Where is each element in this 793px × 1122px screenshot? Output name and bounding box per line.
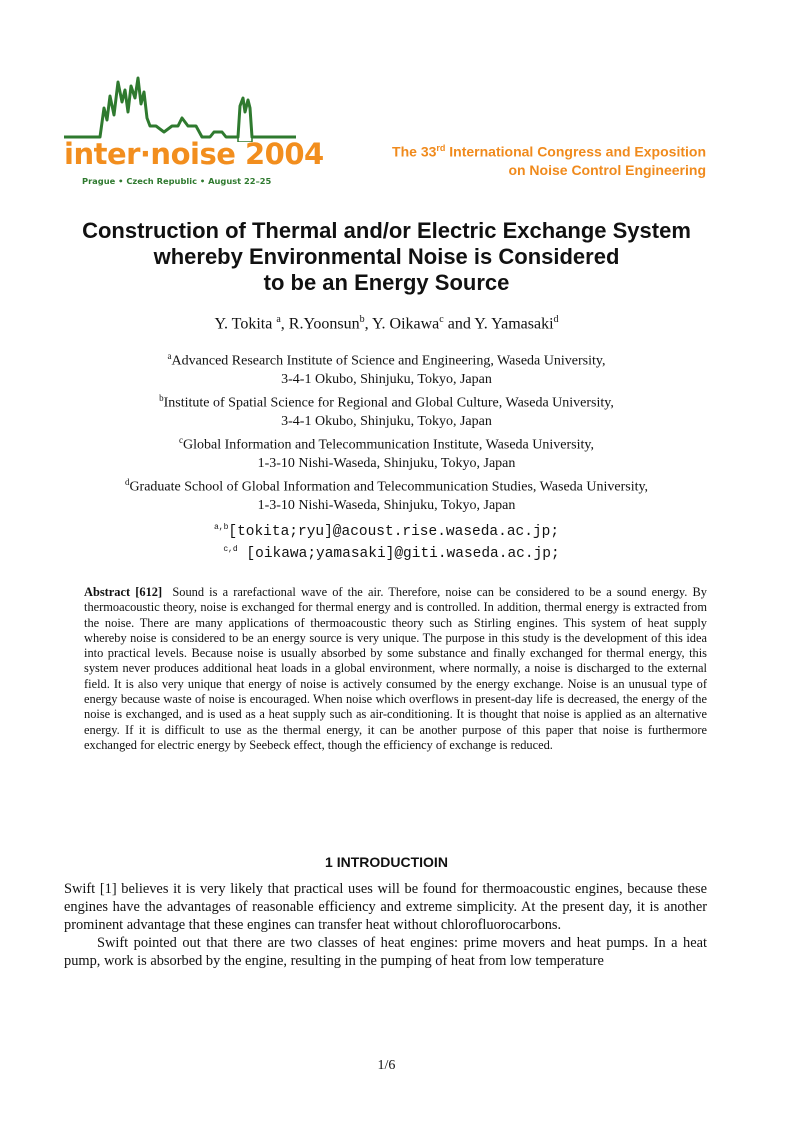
affiliation-name: $^d$Graduate School of Global Information and Telecommunication Studies, Waseda University, [124, 477, 649, 495]
email-link[interactable]: [tokita;ryu]@acoust.rise.waseda.ac.jp; [228, 523, 560, 540]
author-list: Y. Tokita $^a$, R.Yoonsun$^b$, Y. Oikawa$^c$ and Y. Yamasaki$^d$ [214, 314, 559, 333]
congress-header [392, 139, 706, 179]
affiliation-address: 1-3-10 Nishi-Waseda, Shinjuku, Tokyo, Japan [257, 498, 516, 514]
author: Y. Oikawa [372, 315, 440, 333]
congress-line-1: The 33rd International Congress and Exposition [392, 143, 706, 160]
congress-line-2: on Noise Control Engineering [508, 161, 706, 178]
section-heading: 1 INTRODUCTIOIN [325, 854, 448, 870]
author: Y. Yamasaki [474, 315, 554, 333]
affiliation-name: $^a$Advanced Research Institute of Science and Engineering, Waseda University, [167, 351, 606, 369]
email-link[interactable]: [oikawa;yamasaki]@giti.waseda.ac.jp; [246, 545, 560, 562]
affiliation-name: $^b$Institute of Spatial Science for Regional and Global Culture, Waseda University, [159, 393, 614, 411]
page-number: 1/6 [377, 1058, 396, 1073]
abstract [84, 585, 707, 753]
affiliation-address: 1-3-10 Nishi-Waseda, Shinjuku, Tokyo, Japan [257, 455, 516, 471]
conference-logo [64, 68, 324, 192]
section-body [64, 880, 707, 970]
paragraph: Swift [1] believes it is very likely that practical uses will be found for thermoacoustic engines, because these engines have the advantages of reasonable efficiency and extreme simplicity. At the present day, it is another prominent advantage that these engines can transfer heat without chlorofluorocarbons. [64, 881, 707, 933]
contact-emails [40, 519, 733, 563]
paper-title: Construction of Thermal and/or Electric Exchange System whereby Environmental Noise is Considered to be an Energy Source [82, 218, 691, 295]
affiliation-address: 3-4-1 Okubo, Shinjuku, Tokyo, Japan [281, 413, 492, 429]
prague-skyline-icon [64, 68, 296, 142]
affiliations [40, 347, 733, 515]
conference-wordmark: inter·noise 2004 [64, 137, 324, 171]
conference-tagline: Prague • Czech Republic • August 22–25 [82, 176, 272, 186]
author: R.Yoonsun [288, 315, 360, 333]
abstract-text: Sound is a rarefactional wave of the air. Therefore, noise can be considered to be a sound energy. By thermoacoustic theory, noise is exchanged for thermal energy and is controlled. In addition, thermal energy is extracted from the noise. There are many applications of thermoacoustic theory such as Stirling engines. This system of heat supply whereby noise is considered to be an energy source is very unique. The purpose in this study is the development of this idea into practical levels. Because noise is usually absorbed by some substance and finally exchanged for thermal energy, this system never produces additional heat loads in a global environment, where normally, a noise is discharged to the external field. It is also very unique that energy of noise is actively consumed by the energy exchange. Noise is an unusual type of energy because waste of noise is encouraged. When noise which overflows in present-day life is decreased, the energy of the noise is exchanged, and is used as a heat supply such as air-conditioning. It is thought that noise is applied as an alternative energy. If it is difficult to use as the thermal energy, it can be another purpose of this paper that noise is furthermore exchanged for electric energy by Seebeck effect, though the efficiency of exchange is reduced. [84, 585, 708, 752]
email-line: $^{a,b}$[tokita;ryu]@acoust.rise.waseda.ac.jp; [213, 523, 560, 540]
author: Y. Tokita [214, 315, 273, 333]
affiliation-name: $^c$Global Information and Telecommunication Institute, Waseda University, [179, 435, 594, 453]
email-line: $^{c,d}$ [oikawa;yamasaki]@giti.waseda.ac.jp; [223, 544, 560, 562]
abstract-label: Abstract [612] [84, 585, 163, 599]
affiliation-address: 3-4-1 Okubo, Shinjuku, Tokyo, Japan [281, 371, 492, 387]
paragraph: Swift pointed out that there are two classes of heat engines: prime movers and heat pumps. In a heat pump, work is absorbed by the engine, resulting in the pumping of heat from low temperature [64, 935, 707, 969]
